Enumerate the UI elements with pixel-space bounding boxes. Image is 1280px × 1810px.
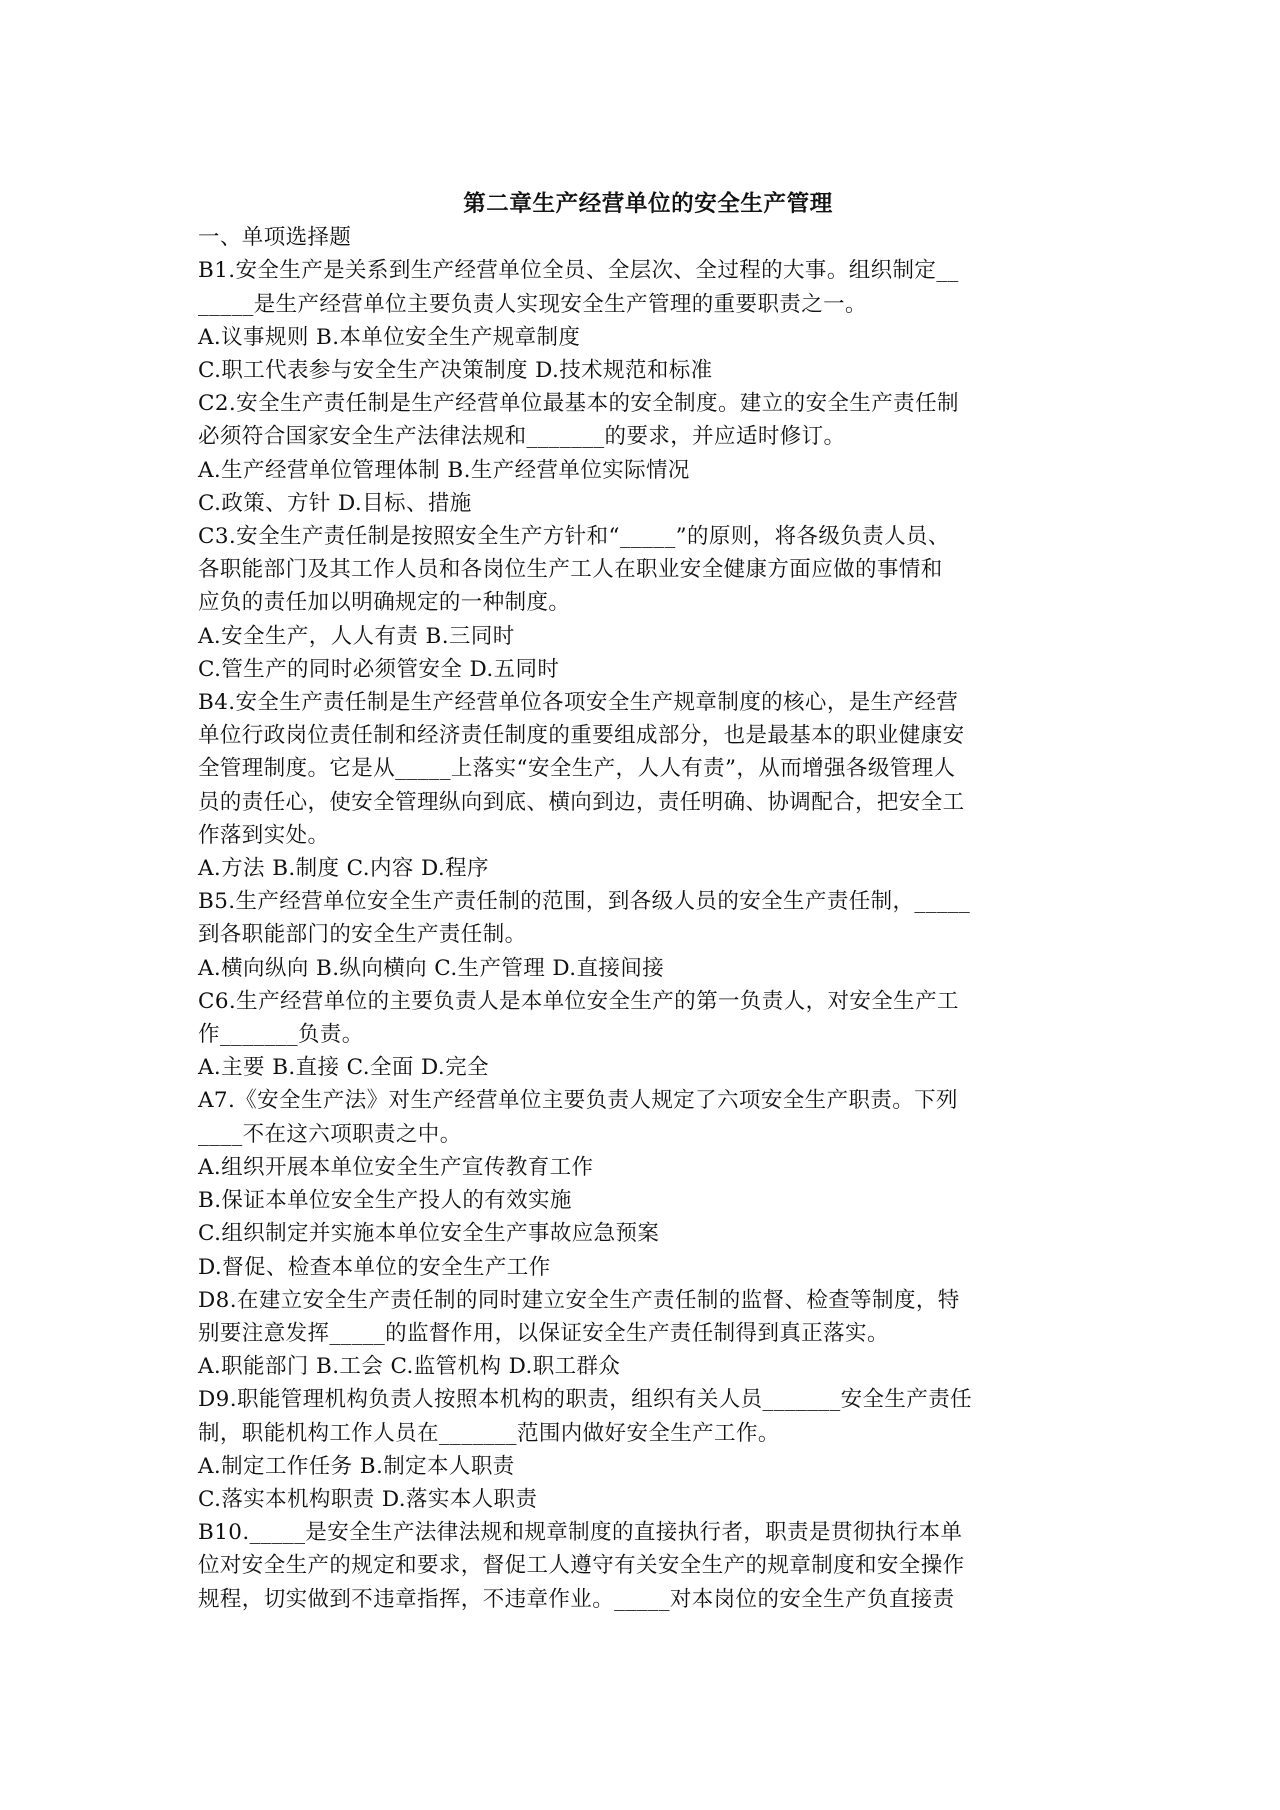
- text-line: A.主要 B.直接 C.全面 D.完全: [198, 1055, 489, 1081]
- text-line: A.安全生产，人人有责 B.三同时: [198, 623, 515, 649]
- text-line: A.横向纵向 B.纵向横向 C.生产管理 D.直接间接: [198, 955, 665, 981]
- text-line: 必须符合国家安全生产法律法规和_______的要求，并应适时修订。: [198, 424, 846, 450]
- text-line: C.组织制定并实施本单位安全生产事故应急预案: [198, 1221, 660, 1247]
- text-line: 制，职能机构工作人员在_______范围内做好安全生产工作。: [198, 1420, 780, 1446]
- text-line: A.方法 B.制度 C.内容 D.程序: [198, 856, 489, 882]
- text-line: 应负的责任加以明确规定的一种制度。: [198, 590, 571, 616]
- text-line: 作落到实处。: [198, 822, 330, 848]
- text-line: 规程，切实做到不违章指挥，不违章作业。_____对本岗位的安全生产负直接责: [198, 1586, 955, 1612]
- text-line: C.政策、方针 D.目标、措施: [198, 490, 472, 516]
- text-line: A.职能部门 B.工会 C.监管机构 D.职工群众: [198, 1354, 621, 1380]
- text-line: A.生产经营单位管理体制 B.生产经营单位实际情况: [198, 457, 690, 483]
- text-line: A7.《安全生产法》对生产经营单位主要负责人规定了六项安全生产职责。下列: [198, 1088, 958, 1114]
- text-line: A.组织开展本单位安全生产宣传教育工作: [198, 1154, 594, 1180]
- text-line: C.职工代表参与安全生产决策制度 D.技术规范和标准: [198, 358, 713, 384]
- text-line: 全管理制度。它是从_____上落实“安全生产，人人有责”，从而增强各级管理人: [198, 756, 956, 782]
- text-line: _____是生产经营单位主要负责人实现安全生产管理的重要职责之一。: [198, 291, 867, 317]
- text-line: C.落实本机构职责 D.落实本人职责: [198, 1486, 538, 1512]
- chapter-title: 第二章生产经营单位的安全生产管理: [463, 191, 833, 217]
- text-line: A.制定工作任务 B.制定本人职责: [198, 1453, 515, 1479]
- text-line: D9.职能管理机构负责人按照本机构的职责，组织有关人员_______安全生产责任: [198, 1387, 973, 1413]
- text-line: B5.生产经营单位安全生产责任制的范围，到各级人员的安全生产责任制，_____: [198, 889, 971, 915]
- document-body: [198, 188, 1098, 1616]
- text-line: 别要注意发挥_____的监督作用，以保证安全生产责任制得到真正落实。: [198, 1320, 889, 1346]
- text-line: A.议事规则 B.本单位安全生产规章制度: [198, 324, 581, 350]
- text-line: 位对安全生产的规定和要求，督促工人遵守有关安全生产的规章制度和安全操作: [198, 1553, 965, 1579]
- text-line: 到各职能部门的安全生产责任制。: [198, 922, 527, 948]
- text-line: D.督促、检查本单位的安全生产工作: [198, 1254, 551, 1280]
- text-line: B1.安全生产是关系到生产经营单位全员、全层次、全过程的大事。组织制定__: [198, 258, 959, 284]
- text-line: C6.生产经营单位的主要负责人是本单位安全生产的第一负责人，对安全生产工: [198, 988, 959, 1014]
- text-line: 作_______负责。: [198, 1022, 364, 1048]
- text-line: ____不在这六项职责之中。: [198, 1121, 462, 1147]
- text-line: C.管生产的同时必须管安全 D.五同时: [198, 656, 560, 682]
- text-line: 员的责任心，使安全管理纵向到底、横向到边，责任明确、协调配合，把安全工: [198, 789, 965, 815]
- text-line: 单位行政岗位责任制和经济责任制度的重要组成部分，也是最基本的职业健康安: [198, 723, 965, 749]
- text-line: B.保证本单位安全生产投人的有效实施: [198, 1188, 572, 1214]
- text-line: B10._____是安全生产法律法规和规章制度的直接执行者，职责是贯彻执行本单: [198, 1520, 963, 1546]
- text-line: 各职能部门及其工作人员和各岗位生产工人在职业安全健康方面应做的事情和: [198, 557, 943, 583]
- text-line: C3.安全生产责任制是按照安全生产方针和“_____”的原则，将各级负责人员、: [198, 524, 950, 550]
- text-line: 一、单项选择题: [198, 225, 352, 251]
- text-line: B4.安全生产责任制是生产经营单位各项安全生产规章制度的核心，是生产经营: [198, 690, 959, 716]
- text-line: C2.安全生产责任制是生产经营单位最基本的安全制度。建立的安全生产责任制: [198, 391, 959, 417]
- text-line: D8.在建立安全生产责任制的同时建立安全生产责任制的监督、检查等制度，特: [198, 1287, 960, 1313]
